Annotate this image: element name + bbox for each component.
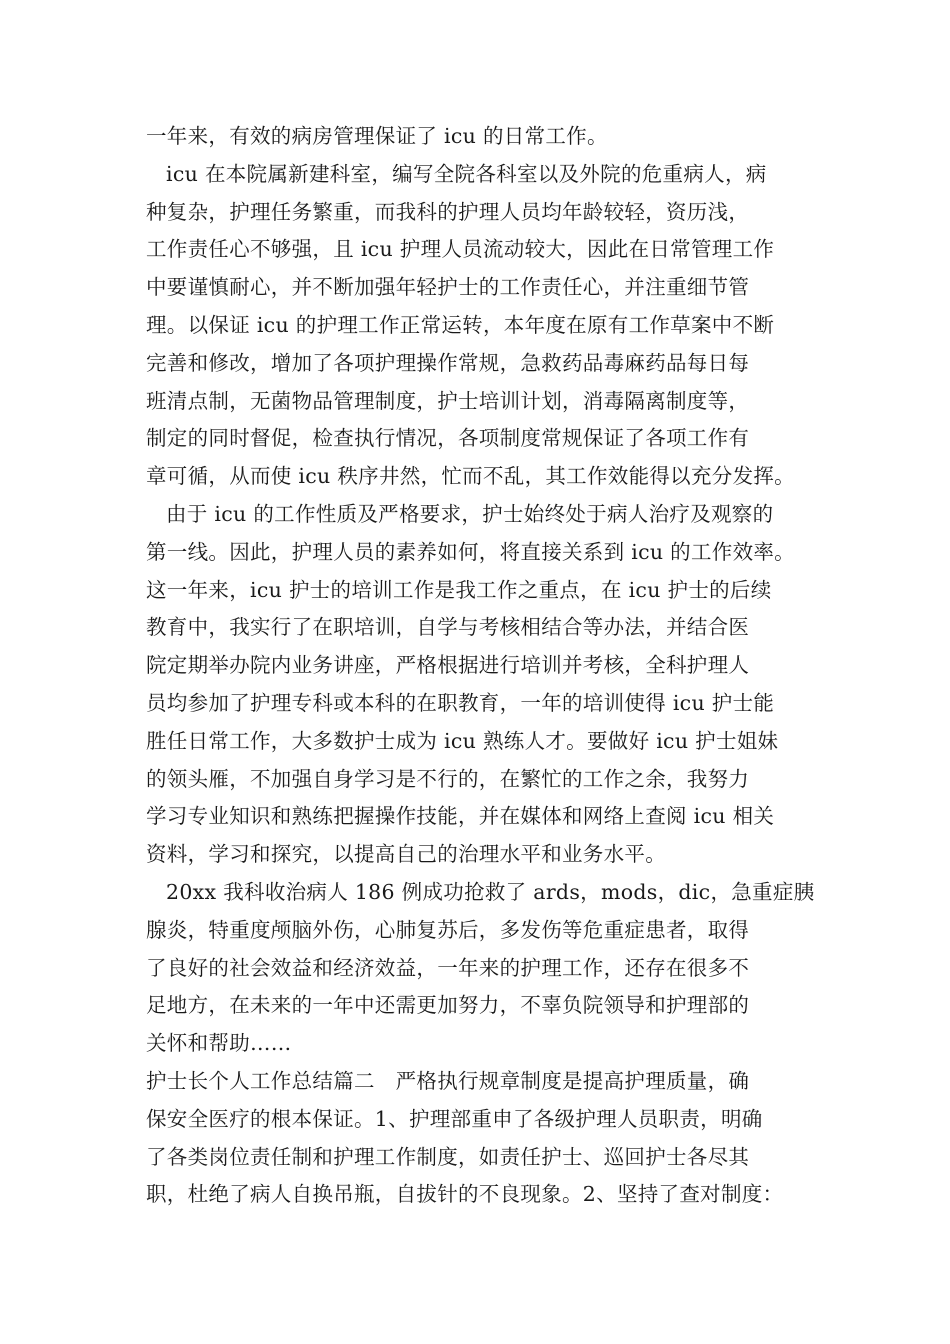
text-line: 20xx 我科收治病人 186 例成功抢救了 ards，mods，dic，急重症胰 xyxy=(166,879,815,904)
text-line: 护士长个人工作总结篇二 严格执行规章制度是提高护理质量，确 xyxy=(146,1068,750,1093)
text-line: 职，杜绝了病人自换吊瓶，自拔针的不良现象。2、坚持了查对制度： xyxy=(146,1182,784,1207)
text-line: 班清点制，无菌物品管理制度，护士培训计划，消毒隔离制度等， xyxy=(146,388,750,413)
text-line: 学习专业知识和熟练把握操作技能，并在媒体和网络上查阅 icu 相关 xyxy=(146,804,775,829)
text-line: 一年来，有效的病房管理保证了 icu 的日常工作。 xyxy=(146,124,608,148)
text-line: 种复杂，护理任务繁重，而我科的护理人员均年龄较轻，资历浅， xyxy=(146,199,750,224)
text-line: 完善和修改，增加了各项护理操作常规，急救药品毒麻药品每日每 xyxy=(146,350,750,375)
text-line: 工作责任心不够强，且 icu 护理人员流动较大，因此在日常管理工作 xyxy=(146,237,775,262)
text-line: 中要谨慎耐心，并不断加强年轻护士的工作责任心，并注重细节管 xyxy=(146,275,750,300)
text-line: 第一线。因此，护理人员的素养如何，将直接关系到 icu 的工作效率。 xyxy=(146,539,795,564)
text-line: 胜任日常工作，大多数护士成为 icu 熟练人才。要做好 icu 护士姐妹 xyxy=(146,728,779,753)
text-line: 院定期举办院内业务讲座，严格根据进行培训并考核，全科护理人 xyxy=(146,653,750,678)
text-line: 了各类岗位责任制和护理工作制度，如责任护士、巡回护士各尽其 xyxy=(146,1144,750,1169)
text-line: 的领头雁，不加强自身学习是不行的，在繁忙的工作之余，我努力 xyxy=(146,766,750,791)
text-line: 教育中，我实行了在职培训，自学与考核相结合等办法，并结合医 xyxy=(146,615,750,640)
text-line: 制定的同时督促，检查执行情况，各项制度常规保证了各项工作有 xyxy=(146,426,750,451)
text-line: 资料，学习和探究，以提高自己的治理水平和业务水平。 xyxy=(146,842,666,867)
text-line: 理。以保证 icu 的护理工作正常运转，本年度在原有工作草案中不断 xyxy=(146,312,775,337)
document-body xyxy=(146,118,821,1214)
text-line: 了良好的社会效益和经济效益，一年来的护理工作，还存在很多不 xyxy=(146,955,750,980)
text-line: 足地方，在未来的一年中还需更加努力，不辜负院领导和护理部的 xyxy=(146,993,750,1018)
text-line: icu 在本院属新建科室，编写全院各科室以及外院的危重病人，病 xyxy=(166,161,767,186)
text-line: 员均参加了护理专科或本科的在职教育，一年的培训使得 icu 护士能 xyxy=(146,690,775,715)
text-line: 由于 icu 的工作性质及严格要求，护士始终处于病人治疗及观察的 xyxy=(166,501,774,526)
text-line: 关怀和帮助…… xyxy=(146,1031,292,1056)
text-line: 章可循，从而使 icu 秩序井然，忙而不乱，其工作效能得以充分发挥。 xyxy=(146,464,795,489)
text-line: 这一年来，icu 护士的培训工作是我工作之重点，在 icu 护士的后续 xyxy=(146,577,772,602)
text-line: 腺炎，特重度颅脑外伤，心肺复苏后，多发伤等危重症患者，取得 xyxy=(146,917,750,942)
text-line: 保安全医疗的根本保证。1、护理部重申了各级护理人员职责，明确 xyxy=(146,1106,763,1131)
